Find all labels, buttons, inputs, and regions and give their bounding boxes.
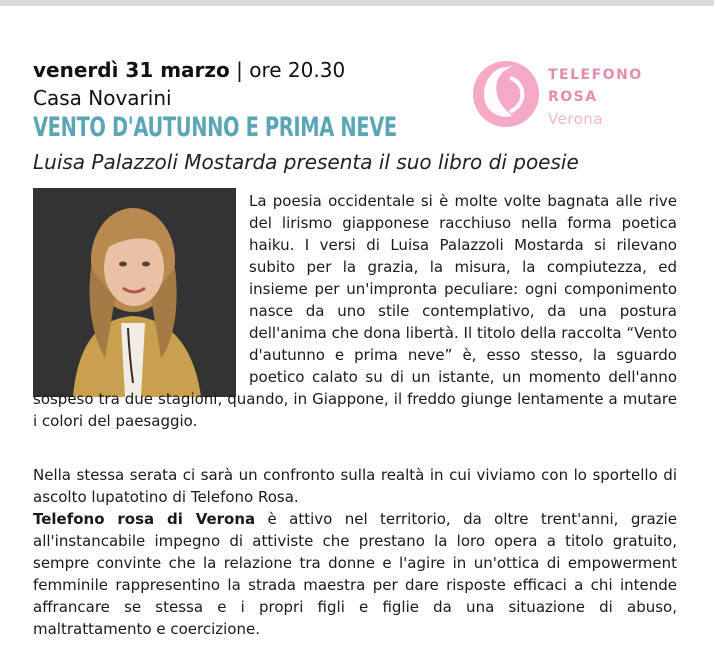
paragraph-3-bold: Telefono rosa di Verona	[33, 510, 256, 528]
paragraph-1-wrap: La poesia occidentale si è molte volte bagnata alle rive del lirismo giapponese racchiuso nella forma poetica haiku. I versi di Luisa Palazzoli Mostarda si rilevano subito per la grazia, la misura, la compiutezza, ed insieme per un'impronta peculiare: ogni componimento nasce da uno stile contemplativo, da una postura dell'anima che dona libertà. Il titolo della raccolta “Vento d'autunno e prima neve” è, esso stesso, la sguardo poetico calato su di un istante, un momento dell'anno	[249, 192, 677, 386]
event-venue: Casa Novarini	[33, 86, 172, 110]
paragraph-1-full: sospeso tra due stagioni, quando, in Giappone, il freddo giunge lentamente a mutare i colori del paesaggio.	[33, 390, 677, 430]
event-time: | ore 20.30	[229, 58, 346, 82]
paragraph-2: Nella stessa serata ci sarà un confronto sulla realtà in cui viviamo con lo sportello di ascolto lupatotino di Telefono Rosa.	[33, 466, 677, 506]
author-portrait	[33, 188, 236, 397]
paragraph-3	[33, 508, 677, 640]
event-title: VENTO D'AUTUNNO E PRIMA NEVE	[33, 112, 397, 143]
event-subtitle: Luisa Palazzoli Mostarda presenta il suo libro di poesie	[33, 150, 579, 174]
event-date	[33, 58, 345, 82]
logo-circle-icon	[473, 61, 539, 127]
paragraph-3-rest: è attivo nel territorio, da oltre trent'anni, grazie all'instancabile impegno di attiviste che prestano la loro opera a titolo gratuito, sempre convinte che la relazione tra donne e l'agire in un'ottica di empowerment femminile rappresentino la strada maestra per dare risposte efficaci a chi intende affrancare se stessa e i propri figli e figlie da una situazione di abuso, maltrattamento e coercizione.	[33, 510, 677, 638]
event-date-bold: venerdì 31 marzo	[33, 58, 230, 82]
logo-line3: Verona	[548, 110, 604, 128]
logo-line1: TELEFONO	[548, 67, 643, 83]
logo-line2: ROSA	[548, 89, 598, 105]
